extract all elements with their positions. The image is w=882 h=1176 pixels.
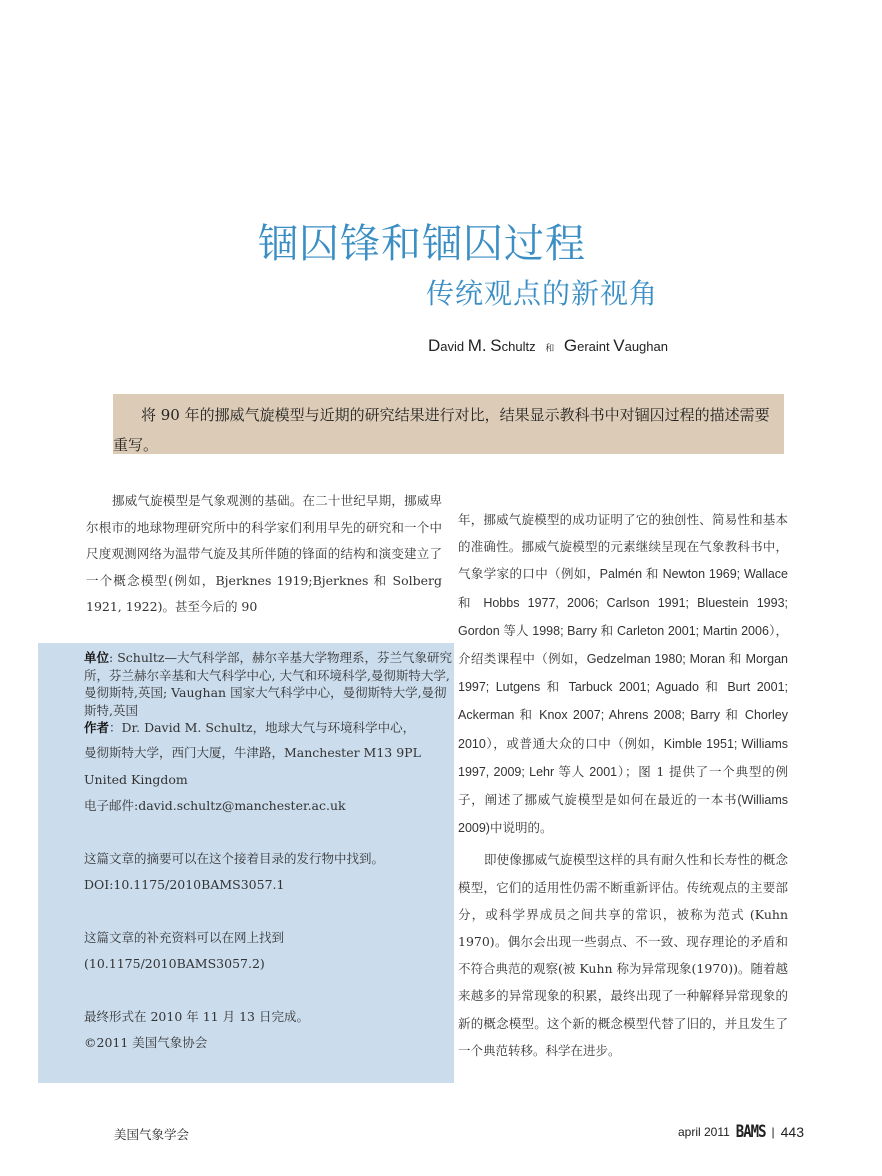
affiliation-text: : Schultz—大气科学部，赫尔辛基大学物理系，芬兰气象研究所，芬兰赫尔辛基和大气科学中心, 大气和环境科学,曼彻斯特大学,曼彻斯特,英国; Vaughan 国家大气科学中心，曼彻斯特大学,曼彻斯特,英国 <box>84 650 452 718</box>
citation-list: Kimble 1951; Williams 1997, 2009; Lehr 等人 2001 <box>458 736 788 779</box>
author1-first: avid <box>440 339 465 354</box>
email-line[interactable]: 电子邮件:david.schultz@manchester.ac.uk <box>84 798 346 813</box>
copyright-line: ©2011 美国气象协会 <box>84 1035 208 1050</box>
author-connector: 和 <box>545 343 555 353</box>
supplement-note: 这篇文章的补充资料可以在网上找到 <box>84 929 285 945</box>
author-text: ：Dr. David M. Schultz，地球大气与环境科学中心， <box>109 720 416 735</box>
author1-last: chultz <box>501 339 536 354</box>
right-column <box>458 506 788 1064</box>
left-column-paragraph: 挪威气旋模型是气象观测的基础。在二十世纪早期，挪威卑尔根市的地球物理研究所中的科学家们利用早先的研究和一个中尺度观测网络为温带气旋及其所伴随的锋面的结构和演变建立了一个概念模型(例如，Bjerknes 1919;Bjerknes 和 Solberg 1921, 1922)。甚至今后的 90 <box>86 493 442 614</box>
author2-last: aughan <box>624 339 668 354</box>
right-column-paragraph2: 即使像挪威气旋模型这样的具有耐久性和长寿性的概念模型，它们的适用性仍需不断重新评估。传统观点的主要部分，或科学界成员之间共享的常识，被称为范式 (Kuhn 1970)。偶尔会出现一些弱点、不一致、现存理论的矛盾和不符合典范的观察(被 Kuhn 称为异常现象(1970))。随着越来越多的异常现象的积累，最终出现了一种解释异常现象的新的概念模型。这个新的概念模型代替了旧的，并且发生了一个典范转移。科学在进步。 <box>458 852 788 1058</box>
abstract-note: 这篇文章的摘要可以在这个接着目录的发行物中找到。 <box>84 850 385 866</box>
author-info-box <box>38 643 454 1083</box>
author1-middle: M. <box>467 336 487 355</box>
article-subtitle: 传统观点的新视角 <box>426 277 659 310</box>
author-line <box>428 336 668 356</box>
author1-initial: D <box>428 336 441 355</box>
corresponding-author <box>84 719 454 736</box>
footer-page-info <box>678 1124 804 1140</box>
footer-date: april 2011 <box>677 1125 730 1139</box>
author1-last-initial: S <box>490 336 502 355</box>
affiliation-label: 单位 <box>84 650 110 665</box>
doi-line[interactable]: DOI:10.1175/2010BAMS3057.1 <box>84 877 285 892</box>
citation: (Williams 2009) <box>458 793 788 836</box>
footer-society: 美国气象学会 <box>114 1127 190 1142</box>
author2-initial: G <box>563 336 578 355</box>
citation-list: Gedzelman 1980; Moran 和 Morgan 1997; Lutgens 和 Tarbuck 2001; Aguado 和 Burt 2001; Ackerman 和 Knox 2007; Ahrens 2008; Barry 和 Chorley 2010 <box>458 652 788 751</box>
abstract-box: 将 90 年的挪威气旋模型与近期的研究结果进行对比，结果显示教科书中对锢囚过程的描述需要重写。 <box>113 394 784 454</box>
supplement-doi[interactable]: (10.1175/2010BAMS3057.2) <box>84 956 265 971</box>
address-line: 曼彻斯特大学，西门大厦，牛津路，Manchester M13 9PL <box>84 745 421 760</box>
author-label: 作者 <box>84 720 110 735</box>
page-number: 443 <box>780 1124 804 1140</box>
footer-separator: | <box>771 1125 775 1139</box>
journal-logo: BAMS <box>735 1122 766 1142</box>
final-form-line: 最终形式在 2010 年 11 月 13 日完成。 <box>84 1008 309 1024</box>
country-line: United Kingdom <box>84 771 188 787</box>
citation-list: Palmén 和 Newton 1969; Wallace 和 Hobbs 1977, 2006; Carlson 1991; Bluestein 1993; Gordon 等人 1998; Barry 和 Carleton 2001; Martin 2006 <box>458 567 788 638</box>
article-title: 锢囚锋和锢囚过程 <box>258 221 586 267</box>
affiliation-block <box>84 649 454 719</box>
author2-first: eraint <box>577 339 610 354</box>
author2-last-initial: V <box>613 336 625 355</box>
right-column-paragraph1: 年，挪威气旋模型的成功证明了它的独创性、简易性和基本的准确性。挪威气旋模型的元素继续呈现在气象教科书中，气象学家的口中（例如，Palmén 和 Newton 1969; Wallace 和 Hobbs 1977, 2006; Carlson 1991; Bluestein 1993; Gordon 等人 1998; Barry 和 Carleton 2001; Martin 2006），介绍类课程中（例如，Gedzelman 1980; Moran 和 Morgan 1997; Lutgens 和 Tarbuck 2001; Aguado 和 Burt 2001; Ackerman 和 Knox 2007; Ahrens 2008; Barry 和 Chorley 2010），或普通大众的口中（例如，Kimble 1951; Williams 1997, 2009; Lehr 等人 2001）；图 1 提供了一个典型的例子，阐述了挪威气旋模型是如何在最近的一本书(Williams 2009)中说明的。 <box>458 512 789 836</box>
